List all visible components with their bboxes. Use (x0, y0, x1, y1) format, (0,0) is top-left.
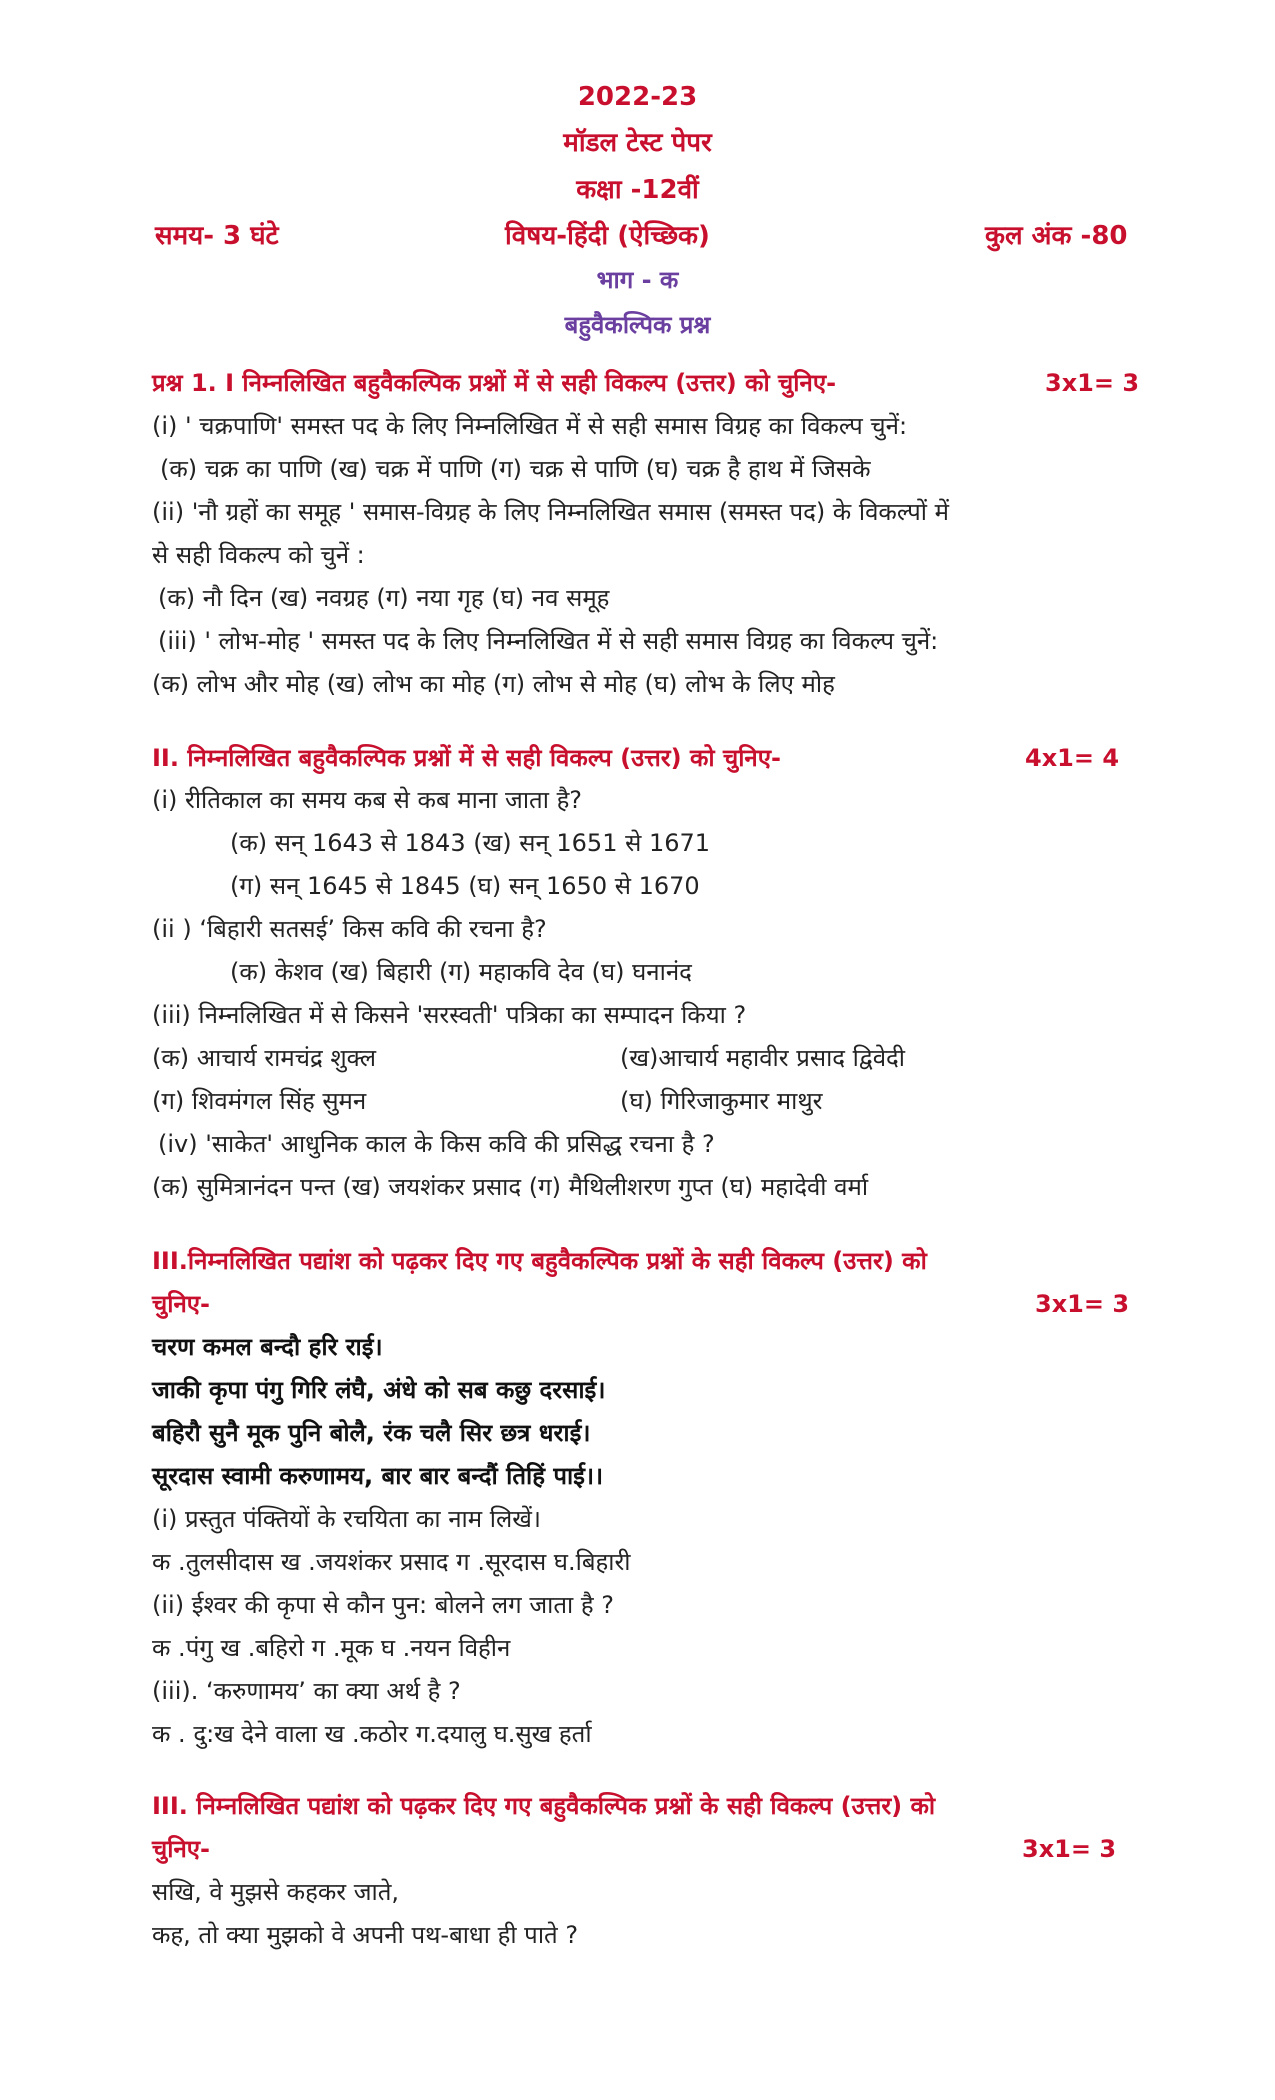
q2-iii-option-d: (घ) गिरिजाकुमार माथुर (620, 1087, 823, 1115)
q2-iv-options: (क) सुमित्रानंदन पन्त (ख) जयशंकर प्रसाद (ग) मैथिलीशरण गुप्त (घ) महादेवी वर्मा (152, 1173, 869, 1201)
q3-heading: III.निम्नलिखित पद्यांश को पढ़कर दिए गए बहुवैकल्पिक प्रश्नों के सही विकल्प (उत्तर) को (152, 1247, 927, 1275)
q3-marks: 3x1= 3 (1035, 1290, 1130, 1318)
q4-heading-cont: चुनिए- (152, 1835, 211, 1863)
q2-iii-option-a: (क) आचार्य रामचंद्र शुक्ल (152, 1044, 376, 1072)
q2-i-text: (i) रीतिकाल का समय कब से कब माना जाता है? (152, 786, 583, 814)
q2-marks: 4x1= 4 (1025, 744, 1120, 772)
q3-i-text: (i) प्रस्तुत पंक्तियों के रचयिता का नाम लिखें। (152, 1505, 541, 1533)
q2-i-options-1: (क) सन् 1643 से 1843 (ख) सन् 1651 से 1671 (230, 829, 711, 857)
q3-i-options: क .तुलसीदास ख .जयशंकर प्रसाद ग .सूरदास घ.बिहारी (152, 1548, 631, 1576)
q4-verse-line: कह, तो क्या मुझको वे अपनी पथ-बाधा ही पाते ? (152, 1921, 579, 1949)
q2-i-options-2: (ग) सन् 1645 से 1845 (घ) सन् 1650 से 1670 (230, 872, 700, 900)
q1-marks: 3x1= 3 (1045, 369, 1140, 397)
q4-verse-line: सखि, वे मुझसे कहकर जाते, (152, 1878, 400, 1906)
paper-title: मॉडल टेस्ट पेपर (563, 128, 712, 158)
q4-marks: 3x1= 3 (1022, 1835, 1117, 1863)
q1-iii-text: (iii) ' लोभ-मोह ' समस्त पद के लिए निम्नलिखित में से सही समास विग्रह का विकल्प चुनें: (158, 627, 939, 655)
q4-heading: III. निम्नलिखित पद्यांश को पढ़कर दिए गए बहुवैकल्पिक प्रश्नों के सही विकल्प (उत्तर) को (152, 1792, 936, 1820)
section-title: बहुवैकल्पिक प्रश्न (564, 311, 711, 339)
q3-verse-line: सूरदास स्वामी करुणामय, बार बार बन्दौं तिहिं पाई।। (152, 1462, 604, 1490)
q2-iii-option-c: (ग) शिवमंगल सिंह सुमन (152, 1087, 367, 1115)
q1-i-text: (i) ' चक्रपाणि' समस्त पद के लिए निम्नलिखित में से सही समास विग्रह का विकल्प चुनें: (152, 412, 908, 440)
subject-label: विषय-हिंदी (ऐच्छिक) (505, 221, 710, 251)
q3-iii-text: (iii). ‘करुणामय’ का क्या अर्थ है ? (152, 1677, 461, 1705)
q3-verse-line: जाकी कृपा पंगु गिरि लंघै, अंधे को सब कछु दरसाई। (152, 1376, 606, 1404)
total-marks-label: कुल अंक -80 (985, 221, 1128, 251)
q2-iii-text: (iii) निम्नलिखित में से किसने 'सरस्वती' पत्रिका का सम्पादन किया ? (152, 1001, 747, 1029)
q2-iv-text: (iv) 'साकेत' आधुनिक काल के किस कवि की प्रसिद्ध रचना है ? (158, 1130, 715, 1158)
time-label: समय- 3 घंटे (155, 221, 279, 251)
q2-heading: II. निम्नलिखित बहुवैकल्पिक प्रश्नों में से सही विकल्प (उत्तर) को चुनिए- (152, 744, 781, 772)
q3-verse-line: बहिरौ सुनै मूक पुनि बोलै, रंक चलै सिर छत्र धराई। (152, 1419, 591, 1447)
q3-verse-line: चरण कमल बन्दौ हरि राई। (152, 1333, 383, 1361)
q1-ii-options: (क) नौ दिन (ख) नवग्रह (ग) नया गृह (घ) नव समूह (158, 584, 610, 612)
q2-ii-text: (ii ) ‘बिहारी सतसई’ किस कवि की रचना है? (152, 915, 547, 943)
q3-heading-cont: चुनिए- (152, 1290, 211, 1318)
q3-iii-options: क . दु:ख देने वाला ख .कठोर ग.दयालु घ.सुख हर्ता (152, 1720, 592, 1748)
q1-ii-text: (ii) 'नौ ग्रहों का समूह ' समास-विग्रह के लिए निम्नलिखित समास (समस्त पद) के विकल्पों में (152, 498, 949, 526)
year: 2022-23 (577, 82, 698, 112)
q2-iii-option-b: (ख)आचार्य महावीर प्रसाद द्विवेदी (620, 1044, 905, 1072)
q3-ii-options: क .पंगु ख .बहिरो ग .मूक घ .नयन विहीन (152, 1634, 511, 1662)
q2-ii-options: (क) केशव (ख) बिहारी (ग) महाकवि देव (घ) घनानंद (230, 958, 692, 986)
q3-ii-text: (ii) ईश्वर की कृपा से कौन पुन: बोलने लग जाता है ? (152, 1591, 614, 1619)
class-label: कक्षा -12वीं (576, 175, 699, 205)
q1-iii-options: (क) लोभ और मोह (ख) लोभ का मोह (ग) लोभ से मोह (घ) लोभ के लिए मोह (152, 670, 835, 698)
part-label: भाग - क (596, 266, 679, 294)
q1-ii-text-cont: से सही विकल्प को चुनें : (152, 541, 365, 569)
q1-heading: प्रश्न 1. I निम्नलिखित बहुवैकल्पिक प्रश्नों में से सही विकल्प (उत्तर) को चुनिए- (152, 369, 837, 397)
q1-i-options: (क) चक्र का पाणि (ख) चक्र में पाणि (ग) चक्र से पाणि (घ) चक्र है हाथ में जिसके (160, 455, 871, 483)
